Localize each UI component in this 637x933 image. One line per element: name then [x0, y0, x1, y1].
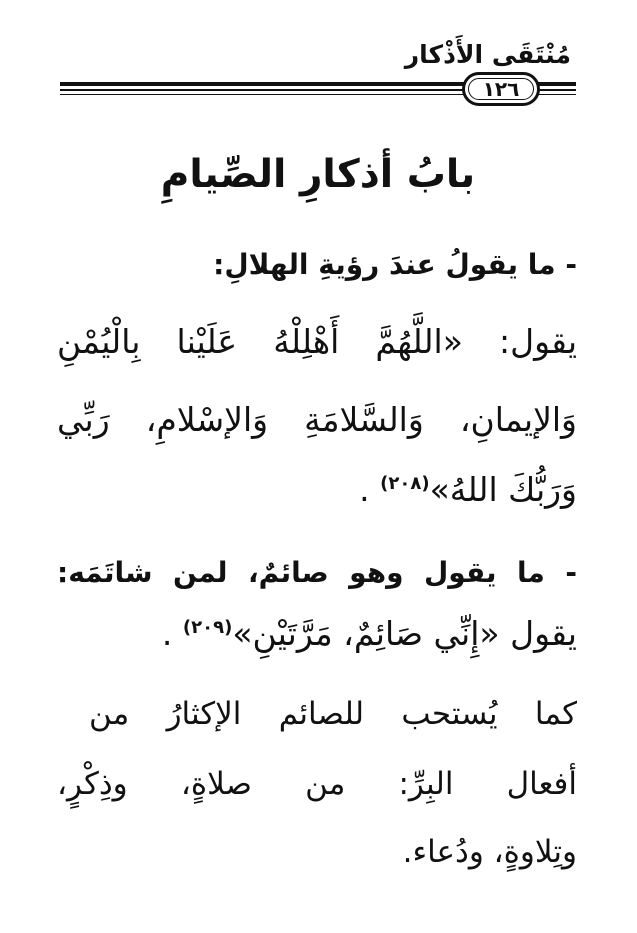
- quote-text: يقول «إِنِّي صَائِمٌ، مَرَّتَيْنِ»: [232, 614, 577, 653]
- text-line: وَالإيمانِ، وَالسَّلامَةِ وَالإسْلامِ، رَبِّي: [57, 400, 577, 439]
- section-heading: - ما يقول وهو صائمٌ، لمن شاتَمَه:: [57, 556, 577, 589]
- text-line: [57, 470, 577, 509]
- page-number-frame: [462, 72, 540, 106]
- text-line: وتِلاوةٍ، ودُعاء.: [402, 834, 577, 870]
- chapter-title: بابُ أذكارِ الصِّيامِ: [160, 152, 476, 197]
- footnote-marker: (٢٠٨): [380, 473, 430, 494]
- header-rule: [538, 89, 576, 91]
- section-heading: - ما يقولُ عندَ رؤيةِ الهلالِ:: [213, 248, 577, 281]
- footnote-marker: (٢٠٩): [182, 617, 233, 638]
- full-stop: .: [161, 614, 173, 653]
- text-line: أفعال البِرِّ: من صلاةٍ، وذِكْرٍ،: [57, 766, 577, 802]
- page-number: ١٢٦: [482, 77, 520, 101]
- header-rule: [60, 94, 466, 95]
- text-line: كما يُستحب للصائم الإكثارُ من: [89, 696, 577, 732]
- running-header-title: مُنْتَقَى الأَذْكار: [404, 40, 571, 69]
- header-rule: [60, 89, 466, 91]
- header-rule: [538, 94, 576, 95]
- text-line: [57, 614, 577, 653]
- quote-text: وَرَبُّكَ اللهُ»: [429, 470, 577, 509]
- full-stop: .: [359, 470, 370, 509]
- text-line: يقول: «اللَّهُمَّ أَهْلِلْهُ عَلَيْنا بِالْيُمْنِ: [57, 322, 577, 361]
